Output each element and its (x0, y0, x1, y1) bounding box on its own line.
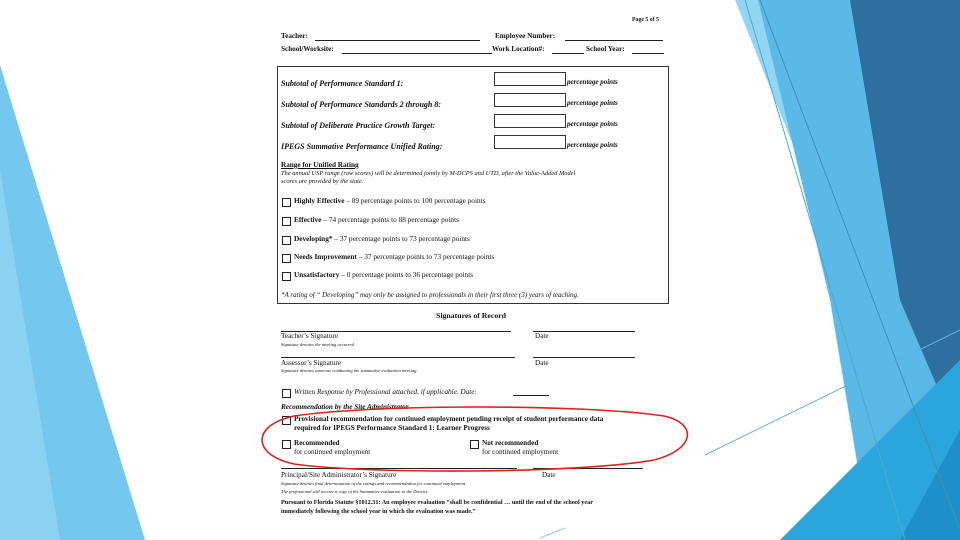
unified-rating-label: IPEGS Summative Performance Unified Rating: (281, 142, 443, 151)
recommendation-title: Recommendation by the Site Administrator (281, 403, 409, 411)
assessor-signature-line[interactable] (281, 357, 515, 358)
assessor-date-label: Date (535, 359, 549, 367)
not-recommended-label: Not recommended (482, 439, 539, 447)
subtotal-growth-target-label: Subtotal of Deliberate Practice Growth Target: (281, 121, 436, 130)
form-document (270, 12, 680, 532)
work-location-label: Work Location#: (492, 45, 545, 53)
not-recommended-sub-label: for continued employment (482, 448, 559, 456)
developing-range: – 37 percentage points to 73 percentage points (332, 234, 470, 243)
statute-line-2: immediately following the school year in which the evaluation was made.” (281, 508, 476, 515)
page-number: Page 5 of 5 (632, 17, 659, 23)
teacher-signature-note: Signature denotes the meeting occurred. (281, 342, 356, 347)
range-note-2: scores are provided by the state. (281, 178, 364, 185)
principal-signature-label: Principal/Site Administrator’s Signature (281, 471, 397, 479)
teacher-date-label: Date (535, 332, 549, 340)
unsatisfactory-checkbox[interactable] (282, 272, 291, 281)
principal-note-1: Signature denotes final determination of the ratings and recommendation for continued employment. (281, 481, 467, 486)
unsatisfactory-option (294, 271, 473, 280)
statute-line-1: Pursuant to Florida Statute §1012.31: An employee evaluation “shall be confidential … until the end of the school year (281, 499, 593, 506)
unsatisfactory-range: – 0 percentage points to 36 percentage points (339, 270, 474, 279)
recommended-label: Recommended (294, 439, 340, 447)
unsatisfactory-name: Unsatisfactory (294, 270, 340, 279)
range-title: Range for Unified Rating (281, 161, 359, 169)
subtotal-growth-target-unit: percentage points (567, 120, 618, 128)
school-year-label: School Year: (586, 45, 625, 53)
teacher-label: Teacher: (281, 32, 308, 40)
developing-option (294, 235, 470, 244)
developing-checkbox[interactable] (282, 236, 291, 245)
assessor-signature-note: Signature denotes someone conducting the summative evaluation meeting. (281, 368, 418, 373)
employee-number-field-line[interactable] (565, 40, 663, 41)
highly-effective-checkbox[interactable] (282, 198, 291, 207)
highly-effective-option (294, 197, 486, 206)
written-response-checkbox[interactable] (282, 389, 291, 398)
subtotal-standards-2-8-label: Subtotal of Performance Standards 2 through 8: (281, 100, 442, 109)
unified-rating-unit: percentage points (567, 141, 618, 149)
highly-effective-name: Highly Effective (294, 196, 345, 205)
provisional-line-2: required for IPEGS Performance Standard 1: Learner Progress (294, 424, 490, 432)
highly-effective-range: – 89 percentage points to 100 percentage points (344, 196, 486, 205)
effective-name: Effective (294, 215, 322, 224)
teacher-field-line[interactable] (315, 40, 480, 41)
developing-footnote: *A rating of “ Developing” may only be assigned to professionals in their first three (3) years of teaching. (281, 291, 579, 299)
subtotal-standard-1-unit: percentage points (567, 78, 618, 86)
written-response-date-line[interactable] (513, 395, 549, 396)
teacher-signature-label: Teacher’s Signature (281, 332, 339, 340)
recommended-sub-label: for continued employment (294, 448, 371, 456)
subtotal-growth-target-input[interactable] (494, 114, 566, 128)
subtotal-standards-2-8-input[interactable] (494, 93, 566, 107)
developing-name: Developing* (294, 234, 333, 243)
employee-number-label: Employee Number: (495, 32, 556, 40)
subtotal-standard-1-label: Subtotal of Performance Standard 1: (281, 79, 404, 88)
highlight-ellipse (254, 402, 694, 472)
unified-rating-input[interactable] (494, 135, 566, 149)
range-note-1: The annual USP range (raw scores) will be determined jointly by M-DCPS and UTD, after the Value-Added Model (281, 170, 576, 177)
school-label: School/Worksite: (281, 45, 334, 53)
assessor-signature-label: Assessor’s Signature (281, 359, 341, 367)
effective-range: – 74 percentage points to 88 percentage points (321, 215, 459, 224)
needs-improvement-checkbox[interactable] (282, 254, 291, 263)
subtotal-standard-1-input[interactable] (494, 72, 566, 86)
signatures-title: Signatures of Record (436, 311, 507, 320)
effective-checkbox[interactable] (282, 217, 291, 226)
provisional-line-1: Provisional recommendation for continued employment pending receipt of student performance data (294, 415, 604, 423)
needs-improvement-range: – 37 percentage points to 73 percentage points (356, 252, 495, 261)
principal-date-label: Date (542, 471, 556, 479)
assessor-date-line[interactable] (533, 357, 635, 358)
subtotal-standards-2-8-unit: percentage points (567, 99, 618, 107)
effective-option (294, 216, 459, 225)
needs-improvement-option (294, 253, 494, 262)
needs-improvement-name: Needs Improvement (294, 252, 357, 261)
school-field-line[interactable] (342, 53, 492, 54)
school-year-field-line[interactable] (632, 53, 664, 54)
principal-note-2: The professional will receive a copy of the Summative evaluation to the District. (281, 489, 429, 494)
written-response-label: Written Response by Professional attached, if applicable. Date: (294, 388, 477, 396)
work-location-field-line[interactable] (552, 53, 584, 54)
